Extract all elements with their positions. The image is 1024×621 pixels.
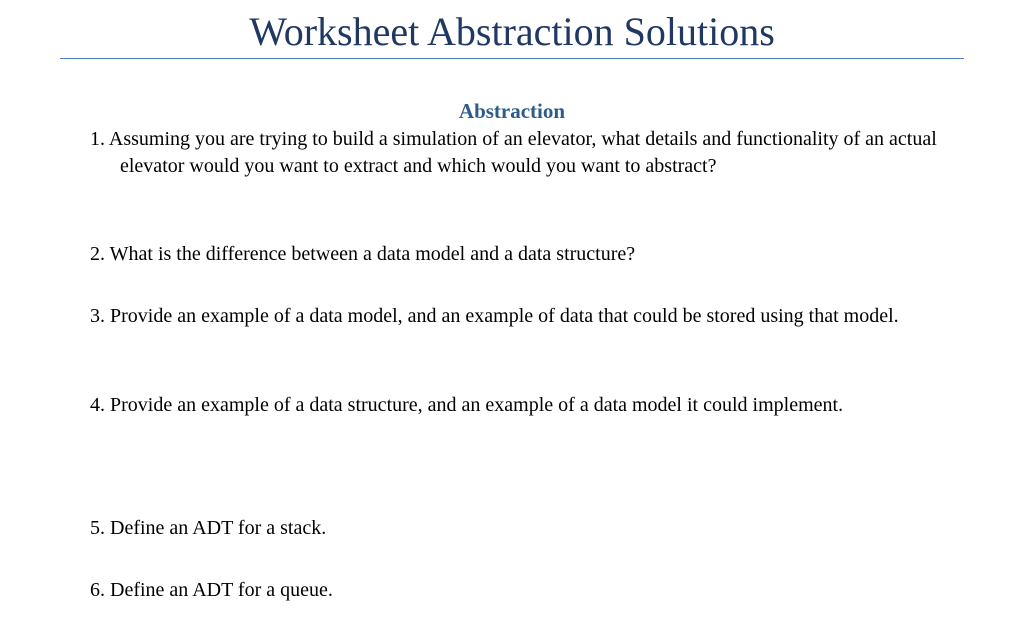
question-6: 6. Define an ADT for a queue. [90,579,333,601]
question-4: 4. Provide an example of a data structure, and an example of a data model it could implement. [90,394,844,416]
question-1: 1. Assuming you are trying to build a simulation of an elevator, what details and functionality of an actual elevator would you want to extract and which would you want to abstract? [90,128,937,177]
page-title: Worksheet Abstraction Solutions [249,9,775,54]
question-2: 2. What is the difference between a data model and a data structure? [90,243,636,265]
title-divider [60,58,964,59]
question-5: 5. Define an ADT for a stack. [90,517,327,539]
question-3: 3. Provide an example of a data model, and an example of data that could be stored using that model. [90,305,899,327]
section-heading: Abstraction [458,99,566,123]
